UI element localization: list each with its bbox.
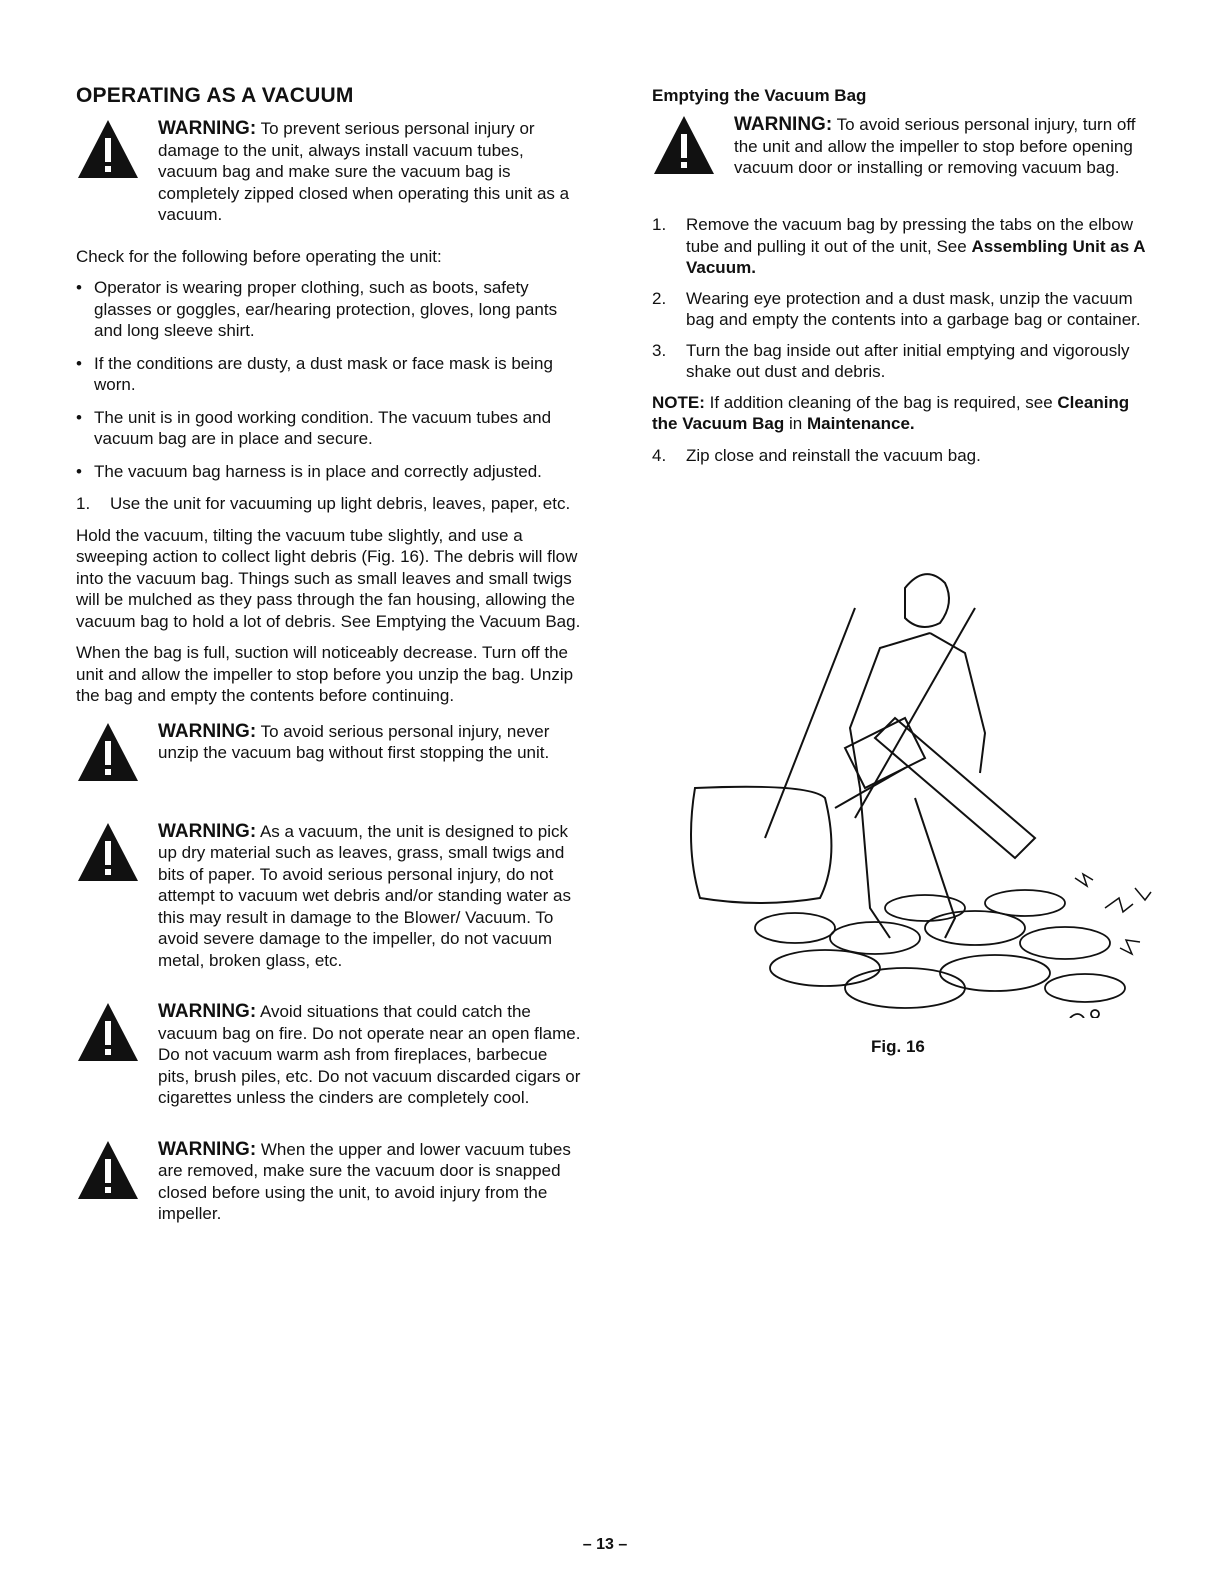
- warning-block-4: [76, 1001, 581, 1109]
- note-mid: in: [784, 414, 807, 433]
- step-item: [652, 214, 1152, 279]
- list-item: • The vacuum bag harness is in place and correctly adjusted.: [76, 461, 581, 483]
- warning-block-1: [76, 118, 581, 226]
- vacuum-bag: [691, 787, 831, 903]
- warning-triangle-icon: [76, 1139, 140, 1201]
- step-text: Wearing eye protection and a dust mask, unzip the vacuum bag and empty the contents into a garbage bag or container.: [686, 288, 1141, 329]
- warning-text: To prevent serious personal injury or damage to the unit, always install vacuum tubes, vacuum bag and make sure the vacuum bag is completely zipped closed when operating this unit as a vacuum.: [158, 119, 570, 224]
- check-intro: Check for the following before operating the unit:: [76, 246, 442, 266]
- warning-label: WARNING:: [158, 820, 257, 842]
- note-reference-2: Maintenance.: [806, 414, 915, 433]
- operator-vacuum-illustration: [675, 548, 1160, 1018]
- note-reference-1: Cleaning the Vacuum Bag: [652, 392, 1130, 433]
- section-title: OPERATING AS A VACUUM: [76, 84, 354, 107]
- paragraph-bag-full: When the bag is full, suction will noticeably decrease. Turn off the unit and allow the impeller to stop before you unzip the bag. Unzip the bag and empty the contents before continuing.: [76, 643, 574, 705]
- warning-block-right: [652, 114, 1152, 184]
- page-number: – 13 –: [582, 1536, 628, 1553]
- list-item: • Operator is wearing proper clothing, such as boots, safety glasses or goggles, ear/hearing protection, gloves, long pants and long sleeve shirt.: [76, 277, 581, 342]
- warning-triangle-icon: [76, 821, 140, 883]
- warning-block-5: [76, 1139, 581, 1225]
- step-number: 4.: [652, 445, 667, 465]
- step-item: [76, 493, 581, 515]
- warning-text: To avoid serious personal injury, never unzip the vacuum bag without first stopping the unit.: [158, 721, 550, 762]
- step-number: 3.: [652, 340, 667, 360]
- warning-triangle-icon: [652, 114, 716, 176]
- step-item: [652, 288, 1152, 331]
- subsection-title: Emptying the Vacuum Bag: [652, 86, 867, 105]
- warning-triangle-icon: [76, 1001, 140, 1063]
- step-item: [652, 340, 1152, 383]
- warning-label: WARNING:: [158, 118, 257, 139]
- step-text: Remove the vacuum bag by pressing the tabs on the elbow tube and pulling it out of the unit, See: [686, 215, 1133, 256]
- step-text: Turn the bag inside out after initial emptying and vigorously shake out dust and debris.: [686, 340, 1130, 381]
- warning-label: WARNING:: [158, 1001, 257, 1022]
- step-number: 2.: [652, 288, 667, 308]
- left-steps: [76, 493, 581, 515]
- note: [652, 392, 1152, 435]
- warning-block-3: [76, 821, 581, 972]
- list-item: • The unit is in good working condition. The vacuum tubes and vacuum bag are in place and secure.: [76, 407, 581, 450]
- warning-text: As a vacuum, the unit is designed to pick up dry material such as leaves, grass, small twigs and bits of paper. To avoid serious personal injury, do not attempt to vacuum wet debris and/or standing water as this may result in damage to the Blower/ Vacuum. To avoid severe damage to the impeller, do not vacuum metal, broken glass, etc.: [158, 821, 571, 970]
- paragraph-hold-vacuum: Hold the vacuum, tilting the vacuum tube slightly, and use a sweeping action to collect light debris (Fig. 16). The debris will flow into the vacuum bag. Things such as small leaves and small twigs will be mulched as they pass through the fan housing, allowing the vacuum bag to hold a lot of debris. See Emptying the Vacuum Bag.: [76, 525, 581, 631]
- step-text: Use the unit for vacuuming up light debris, leaves, paper, etc.: [110, 494, 571, 513]
- list-item: • If the conditions are dusty, a dust mask or face mask is being worn.: [76, 353, 581, 396]
- step-number: 1.: [76, 494, 91, 513]
- note-label: NOTE:: [652, 392, 705, 412]
- right-steps-cont: [652, 445, 1152, 467]
- right-steps: [652, 214, 1152, 383]
- step-reference: Assembling Unit as A Vacuum.: [686, 236, 1145, 277]
- stones: [755, 890, 1125, 1018]
- step-item: [652, 445, 1152, 467]
- leaves: [1075, 874, 1151, 954]
- right-column: [652, 86, 1152, 475]
- figure-caption: Fig. 16: [871, 1037, 925, 1056]
- warning-label: WARNING:: [158, 1138, 257, 1160]
- warning-label: WARNING:: [734, 114, 833, 135]
- warning-triangle-icon: [76, 721, 140, 783]
- warning-label: WARNING:: [158, 720, 257, 742]
- note-text: If addition cleaning of the bag is required, see: [704, 392, 1058, 412]
- step-text: Zip close and reinstall the vacuum bag.: [686, 445, 981, 465]
- step-number: 1.: [652, 215, 667, 234]
- checklist: [76, 277, 581, 482]
- warning-text: When the upper and lower vacuum tubes are removed, make sure the vacuum door is snapped closed before using the unit, to avoid injury from the impeller.: [158, 1139, 571, 1223]
- warning-triangle-icon: [76, 118, 140, 180]
- left-column: [76, 84, 581, 1225]
- warning-text: Avoid situations that could catch the vacuum bag on fire. Do not operate near an open flame. Do not vacuum warm ash from fireplaces, barbecue pits, brush piles, etc. Do not vacuum discarded cigars or cigarettes unless the cinders are completely cool.: [158, 1002, 581, 1107]
- warning-block-2: [76, 721, 581, 791]
- warning-text: To avoid serious personal injury, turn off the unit and allow the impeller to stop before opening vacuum door or installing or removing vacuum bag.: [734, 115, 1136, 177]
- person: [765, 574, 1035, 938]
